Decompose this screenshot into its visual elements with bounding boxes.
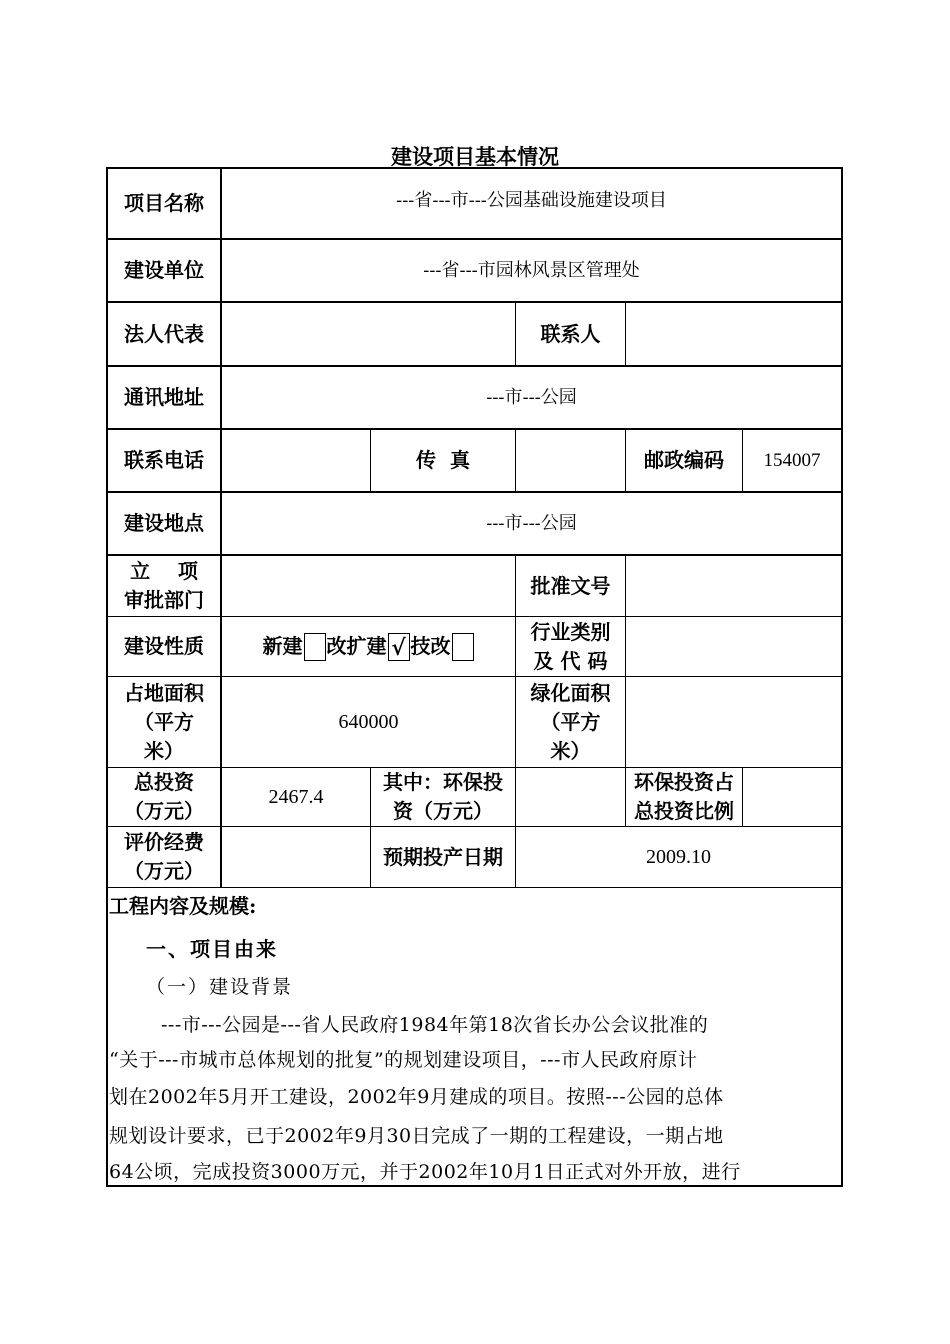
green-label-line3: 米） [550,738,591,763]
area-label-line3: 米） [144,738,184,763]
opt-expand-checkbox[interactable]: √ [388,633,410,661]
env-investment-value [516,768,625,826]
legal-rep-value [222,303,515,365]
approval-doc-label: 批准文号 [530,573,611,598]
opt-new-label: 新建 [262,634,303,658]
fee-label-line1: 评价经费 [124,830,204,854]
address-value: ---市---公园 [486,387,577,408]
industry-label-line1: 行业类别 [530,619,611,644]
builder-value: ---省---市园林风景区管理处 [423,260,640,281]
approval-dept-value [222,556,515,616]
investment-value: 2467.4 [268,785,324,808]
opt-tech-checkbox[interactable] [452,633,474,661]
postcode-value: 154007 [763,450,821,471]
industry-label-line2: 及 代 码 [533,648,608,673]
paragraph-line: 64公顷，完成投资3000万元，并于2002年10月1日正式对外开放，进行 [109,1161,741,1183]
industry-value [626,617,841,676]
green-area-value [626,677,841,767]
approval-label-line1: 立 项 [130,559,198,583]
nature-options [222,617,515,676]
opt-expand-label: 改扩建 [326,634,387,658]
green-label-line2: （平方 [540,709,601,734]
section-heading: 一、项目由来 [146,937,278,961]
env-label-line1: 其中：环保投 [383,770,503,794]
ratio-label-line1: 环保投资占 [634,770,734,794]
fax-label: 传 真 [416,448,470,472]
subsection-heading: （一）建设背景 [146,976,294,998]
content-heading: 工程内容及规模: [109,894,257,918]
opt-new-checkbox[interactable] [304,633,326,661]
fee-label-line2: （万元） [124,859,204,883]
production-date-label: 预期投产日期 [383,844,503,869]
postcode-label: 邮政编码 [644,448,724,472]
paragraph-line: 划在2002年5月开工建设，2002年9月建成的项目。按照---公园的总体 [109,1086,724,1108]
ratio-label-line2: 总投资比例 [634,799,734,823]
contact-value [626,303,841,365]
approval-dept-label [108,556,220,616]
project-name-value: ---省---市---公园基础设施建设项目 [396,189,667,211]
row-divider [106,887,843,888]
production-date-value: 2009.10 [646,845,711,868]
paragraph-line: 规划设计要求，已于2002年9月30日完成了一期的工程建设，一期占地 [109,1125,724,1147]
investment-label-line1: 总投资 [134,770,194,794]
site-value: ---市---公园 [486,513,577,534]
legal-rep-label: 法人代表 [124,321,204,346]
address-label: 通讯地址 [124,385,204,409]
env-label-line2: 资（万元） [393,799,493,823]
fee-label [108,827,220,887]
green-label-line1: 绿化面积 [530,680,611,705]
phone-value [222,430,370,491]
opt-tech-label: 技改 [410,634,451,658]
approval-label-line2: 审批部门 [124,588,204,612]
site-label: 建设地点 [124,511,204,535]
green-area-label [516,677,625,767]
page-title: 建设项目基本情况 [391,144,559,169]
contact-label: 联系人 [540,321,601,346]
nature-label: 建设性质 [124,634,204,658]
fee-value [222,827,370,887]
paragraph-line: “关于---市城市总体规划的批复”的规划建设项目，---市人民政府原计 [109,1049,698,1071]
env-investment-label [371,768,515,826]
phone-label: 联系电话 [124,448,204,472]
area-label [108,677,220,767]
investment-label-line2: （万元） [124,799,204,823]
industry-label [516,617,625,676]
area-value: 640000 [338,710,399,733]
fax-value [516,430,625,491]
investment-label [108,768,220,826]
paragraph-line: ---市---公园是---省人民政府1984年第18次省长办公会议批准的 [161,1014,709,1036]
area-label-line2: （平方 [134,709,194,734]
approval-doc-value [626,556,841,616]
env-ratio-value [743,768,841,826]
env-ratio-label [626,768,742,826]
project-name-label: 项目名称 [124,191,204,215]
builder-label: 建设单位 [124,258,204,282]
area-label-line1: 占地面积 [124,680,204,705]
